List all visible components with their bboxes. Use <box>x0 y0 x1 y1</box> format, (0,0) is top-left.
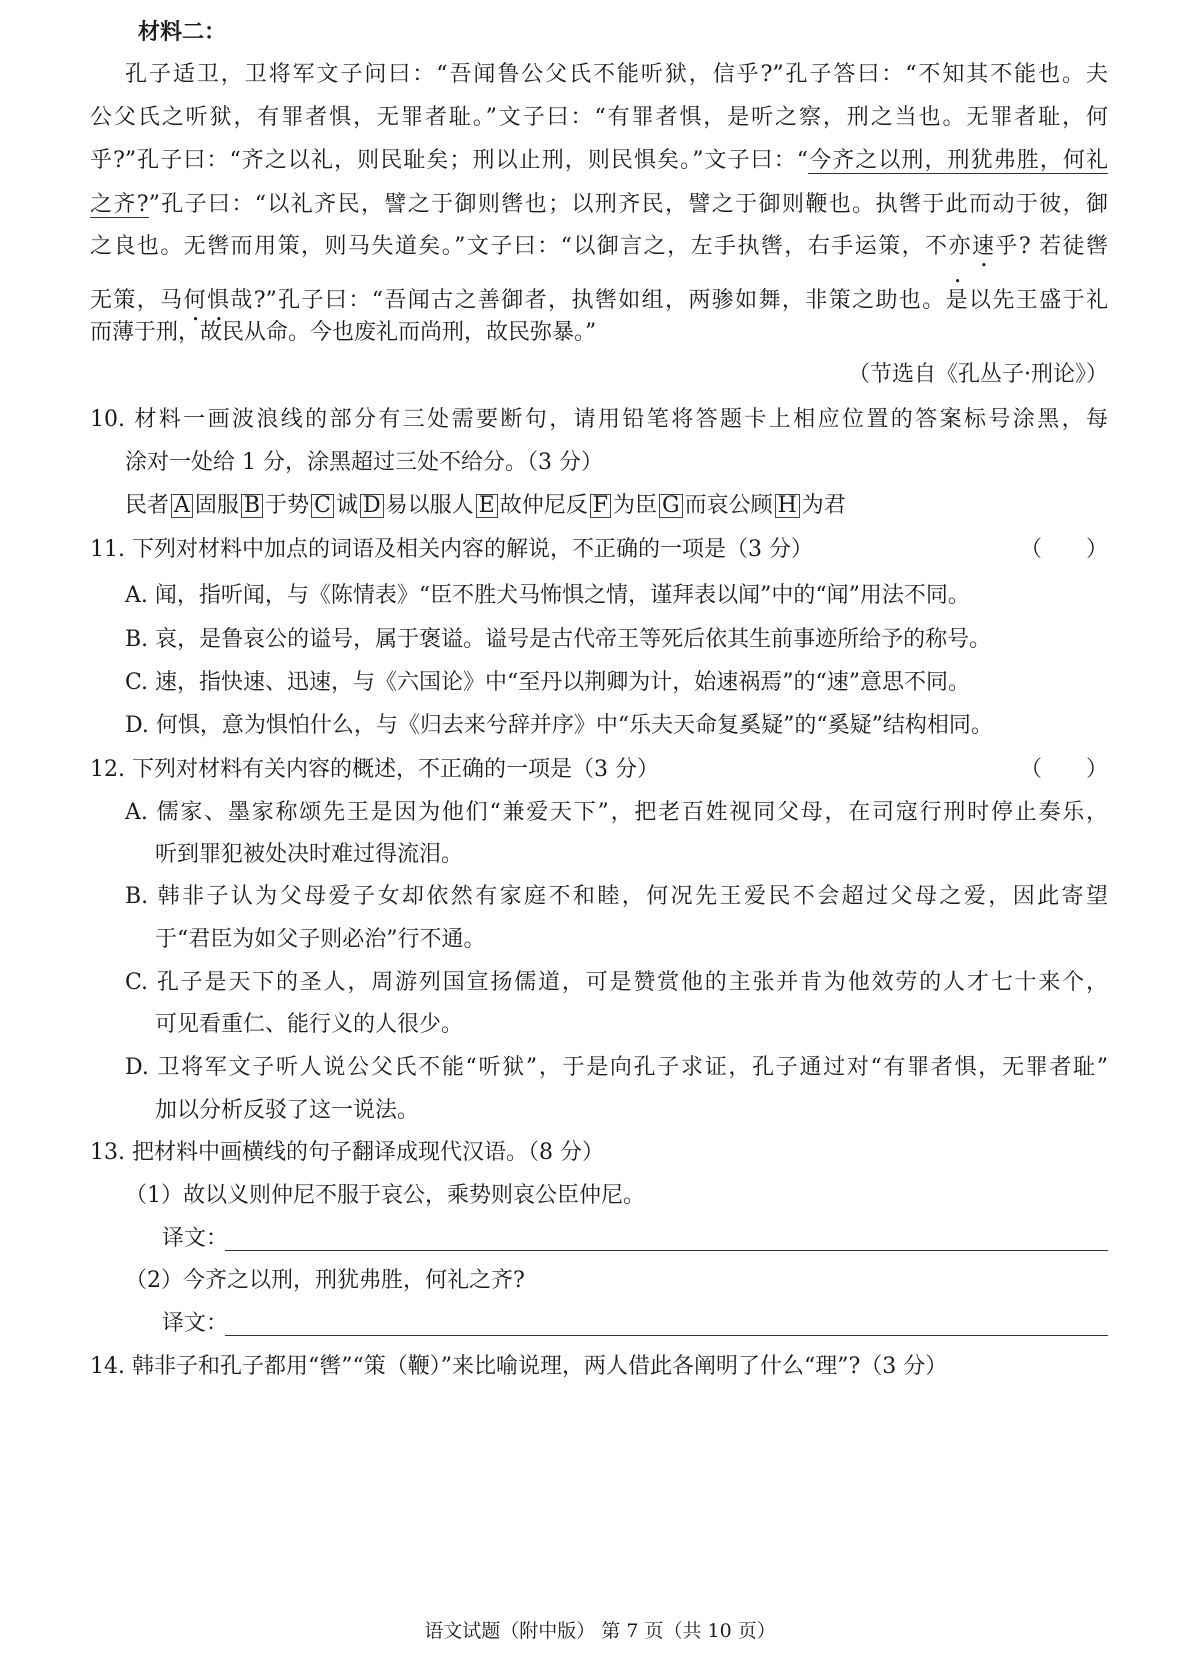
passage-text: 无策，马 <box>90 288 184 313</box>
q10-line-1: 10. 材料一画波浪线的部分有三处需要断句，请用铅笔将答题卡上相应位置的答案标号涂黑，每 <box>90 407 1108 432</box>
answer-option-box[interactable]: C <box>311 494 334 518</box>
q13-answer-line-2[interactable] <box>225 1335 1108 1336</box>
passage-line <box>90 190 1108 220</box>
dotted-word: 是 <box>945 288 970 313</box>
q10-line-2: 涂对一处给 1 分，涂黑超过三处不给分。（3 分） <box>125 450 603 475</box>
q11-option-a: A. 闻，指听闻，与《陈情表》“臣不胜犬马怖惧之情，谨拜表以闻”中的“闻”用法不同。 <box>125 583 970 608</box>
passage-line <box>90 146 1108 176</box>
q13-stem: 13. 把材料中画横线的句子翻译成现代汉语。（8 分） <box>90 1140 604 1165</box>
q14-stem: 14. 韩非子和孔子都用“辔”“策（鞭）”来比喻说理，两人借此各阐明了什么“理”?（3 分） <box>90 1354 948 1379</box>
answer-option-box[interactable]: G <box>659 494 683 518</box>
underlined-sentence: 今齐之以刑，刑犹弗胜，何礼 <box>808 148 1108 173</box>
q11-option-d: D. 何惧，意为惧怕什么，与《归去来兮辞并序》中“乐夫天命复奚疑”的“奚疑”结构相同。 <box>125 713 993 738</box>
answer-option-box[interactable]: D <box>360 494 384 518</box>
passage-text: 乎?”孔子曰：“齐之以礼，则民耻矣；刑以止刑，则民惧矣。”文子曰：“ <box>90 148 809 173</box>
q13-answer-label-2: 译文： <box>162 1311 229 1336</box>
passage-text: 孔子适卫，卫将军文子问曰：“吾闻鲁公父氏不能听狱，信乎?”孔子答曰：“不知其不能也。夫 <box>125 62 1108 87</box>
q12-answer-paren: （ ） <box>1019 757 1108 782</box>
q11-option-b: B. 哀，是鲁哀公的谥号，属于褒谥。谥号是古代帝王等死后依其生前事迹所给予的称号。 <box>125 627 992 652</box>
q13-item-2: （2）今齐之以刑，刑犹弗胜，何礼之齐? <box>125 1268 525 1293</box>
q12-option-b: B. 韩非子认为父母爱子女却依然有家庭不和睦，何况先王爱民不会超过父母之爱，因此寄望 <box>125 884 1108 909</box>
passage-text: 哉?”孔子曰：“吾闻古之善御者，执辔如组，两骖如舞，非策之助也。 <box>230 288 946 313</box>
sentence-fragment: 固服 <box>194 493 239 518</box>
page-footer: 语文试题（附中版） 第 7 页（共 10 页） <box>424 1620 776 1642</box>
sentence-fragment: 易以服人 <box>385 493 474 518</box>
sentence-fragment: 而哀公顾 <box>684 493 773 518</box>
sentence-fragment: 为臣 <box>612 493 657 518</box>
answer-option-box[interactable]: B <box>241 494 263 518</box>
underlined-sentence: 之齐? <box>90 192 149 217</box>
q11-stem <box>90 535 1108 565</box>
dotted-word: 速 <box>971 234 996 259</box>
q12-option-c: C. 孔子是天下的圣人，周游列国宣扬儒道，可是赞赏他的主张并肯为他效劳的人才七十来个， <box>125 970 1108 995</box>
source-citation: （节选自《孔丛子·刑论》） <box>848 362 1108 387</box>
passage-text: 以先王盛于礼 <box>969 288 1108 313</box>
q12-option-d: D. 卫将军文子听人说公父氏不能“听狱”，于是向孔子求证，孔子通过对“有罪者惧，无罪者耻” <box>125 1055 1108 1080</box>
q11-answer-paren: （ ） <box>1019 537 1108 562</box>
q12-stem-text: 12. 下列对材料有关内容的概述，不正确的一项是（3 分） <box>90 757 659 782</box>
q13-answer-label-1: 译文： <box>162 1226 229 1251</box>
answer-option-box[interactable]: E <box>476 494 498 518</box>
q12-stem <box>90 755 1108 785</box>
q11-stem-text: 11. 下列对材料中加点的词语及相关内容的解说，不正确的一项是（3 分） <box>90 537 813 562</box>
passage-line <box>90 318 1108 348</box>
sentence-fragment: 故仲尼反 <box>499 493 588 518</box>
dotted-word: 何惧 <box>183 288 231 313</box>
q11-option-c: C. 速，指快速、迅速，与《六国论》中“至丹以荆卿为计，始速祸焉”的“速”意思不同。 <box>125 670 971 695</box>
answer-option-box[interactable]: A <box>171 494 193 518</box>
passage-line <box>125 60 1108 90</box>
q12-option-d-cont: 加以分析反驳了这一说法。 <box>155 1098 420 1123</box>
passage-text: 而薄于刑，故民从命。今也废礼而尚刑，故民弥暴。” <box>90 320 597 345</box>
passage-text: ”孔子曰：“以礼齐民，譬之于御则辔也；以刑齐民，譬之于御则鞭也。执辔于此而动于彼，御 <box>148 192 1109 217</box>
q12-option-a: A. 儒家、墨家称颂先王是因为他们“兼爱天下”，把老百姓视同父母，在司寇行刑时停止奏乐， <box>125 800 1108 825</box>
answer-option-box[interactable]: F <box>590 494 611 518</box>
q10-sentence-breaks <box>125 491 1108 521</box>
passage-line <box>90 275 1108 313</box>
passage-line <box>90 103 1108 133</box>
material-title: 材料二： <box>138 19 227 45</box>
q13-answer-line-1[interactable] <box>225 1250 1108 1251</box>
sentence-fragment: 于势 <box>265 493 310 518</box>
q12-option-b-cont: 于“君臣为如父子则必治”行不通。 <box>155 927 486 952</box>
sentence-fragment: 诚 <box>335 493 358 518</box>
passage-text: 公父氏之听狱，有罪者惧，无罪者耻。”文子曰：“有罪者惧，是听之察，刑之当也。无罪者耻，何 <box>90 105 1108 130</box>
q12-option-c-cont: 可见看重仁、能行义的人很少。 <box>155 1012 464 1037</box>
q12-option-a-cont: 听到罪犯被处决时难过得流泪。 <box>155 842 464 867</box>
passage-text: 之良也。无辔而用策，则马失道矣。”文子曰：“以御言之，左手执辔，右手运策，不亦 <box>90 234 972 259</box>
sentence-fragment: 为君 <box>801 493 846 518</box>
answer-option-box[interactable]: H <box>775 494 800 518</box>
passage-text: 乎? 若徒辔 <box>995 234 1108 259</box>
q13-item-1: （1）故以义则仲尼不服于哀公，乘势则哀公臣仲尼。 <box>125 1183 645 1208</box>
passage-line <box>90 232 1108 262</box>
sentence-fragment: 民者 <box>125 493 170 518</box>
